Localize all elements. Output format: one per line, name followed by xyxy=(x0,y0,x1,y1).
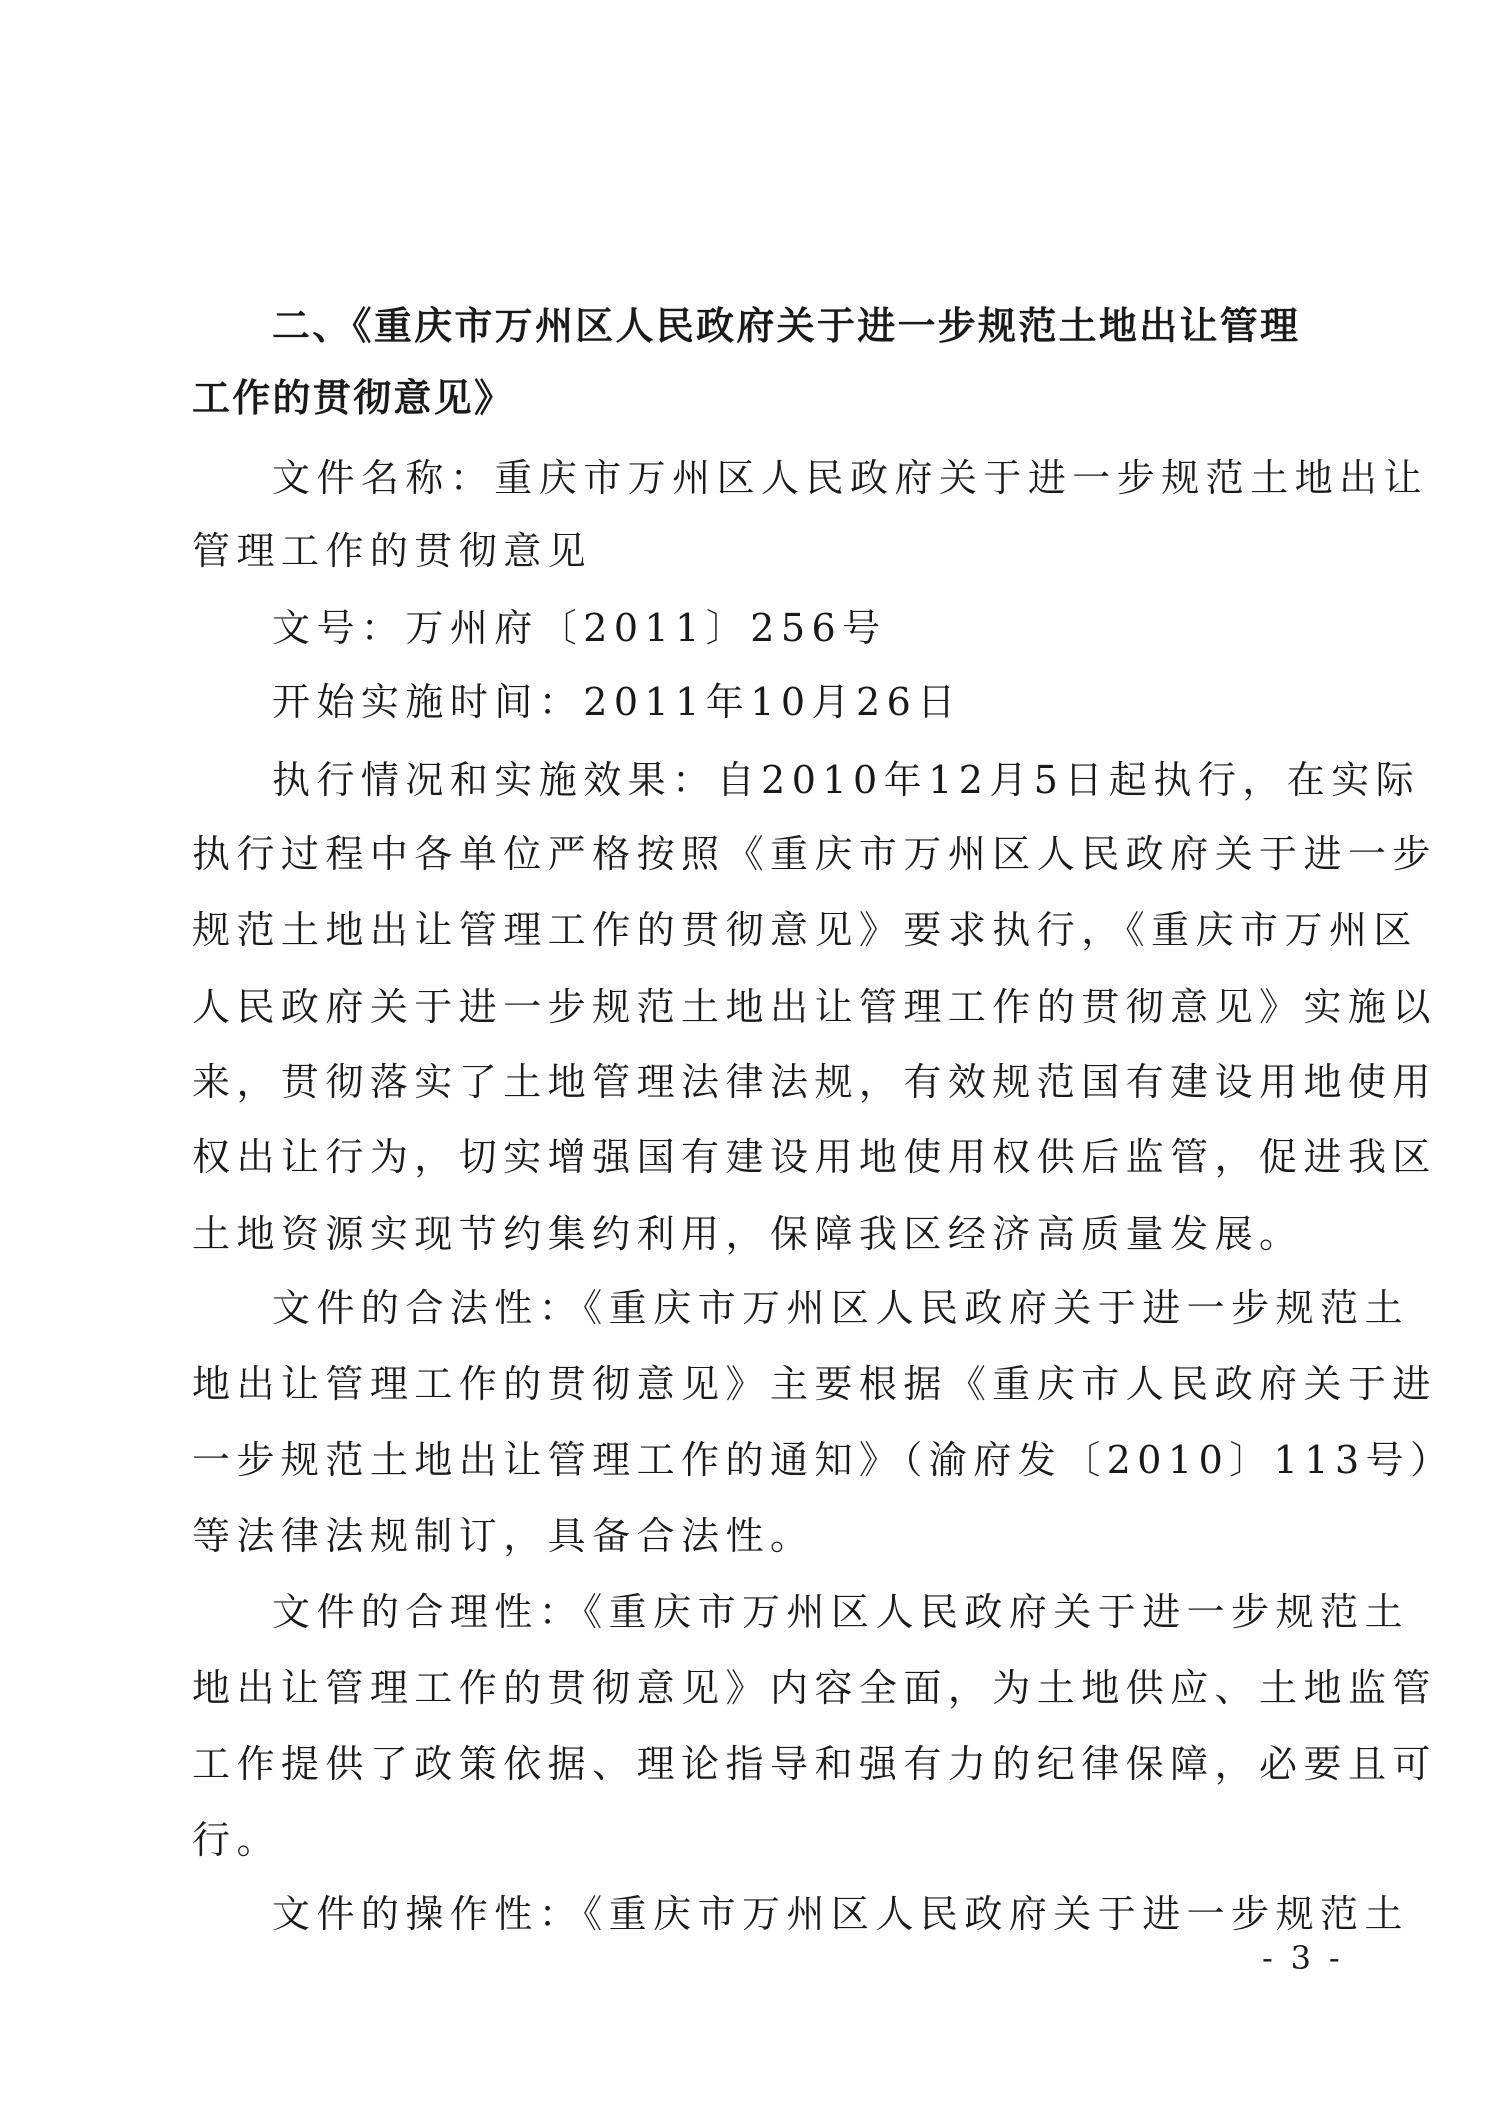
execution-line-4: 人民政府关于进一步规范土地出让管理工作的贯彻意见》实施以 xyxy=(192,985,1437,1029)
rationality-line-1: 文件的合理性：《重庆市万州区人民政府关于进一步规范土 xyxy=(272,1590,1409,1634)
legality-line-4: 等法律法规制订，具备合法性。 xyxy=(192,1514,815,1558)
file-name-line-1: 文件名称：重庆市万州区人民政府关于进一步规范土地出让 xyxy=(272,456,1428,500)
section-title-line-1: 二、《重庆市万州区人民政府关于进一步规范土地出让管理 xyxy=(272,304,1301,348)
legality-line-3: 一步规范土地出让管理工作的通知》（渝府发〔2010〕113号） xyxy=(192,1438,1455,1482)
execution-line-6: 权出让行为，切实增强国有建设用地使用权供后监管，促进我区 xyxy=(192,1135,1437,1179)
rationality-line-4: 行。 xyxy=(192,1818,281,1862)
legality-line-2: 地出让管理工作的贯彻意见》主要根据《重庆市人民政府关于进 xyxy=(192,1362,1437,1406)
effective-date-line: 开始实施时间：2011年10月26日 xyxy=(272,680,962,724)
rationality-line-2: 地出让管理工作的贯彻意见》内容全面，为土地供应、土地监管 xyxy=(192,1666,1437,1710)
operability-line-1: 文件的操作性：《重庆市万州区人民政府关于进一步规范土 xyxy=(272,1892,1409,1936)
execution-line-1: 执行情况和实施效果：自2010年12月5日起执行，在实际 xyxy=(272,758,1421,802)
execution-line-2: 执行过程中各单位严格按照《重庆市万州区人民政府关于进一步 xyxy=(192,832,1437,876)
execution-line-5: 来，贯彻落实了土地管理法律法规，有效规范国有建设用地使用 xyxy=(192,1060,1437,1104)
section-title-line-2: 工作的贯彻意见》 xyxy=(192,376,515,420)
file-name-line-2: 管理工作的贯彻意见 xyxy=(192,529,593,573)
page-number: - 3 - xyxy=(1262,1939,1344,1977)
execution-line-3: 规范土地出让管理工作的贯彻意见》要求执行，《重庆市万州区 xyxy=(192,908,1418,952)
legality-line-1: 文件的合法性：《重庆市万州区人民政府关于进一步规范土 xyxy=(272,1286,1409,1330)
document-number-line: 文号：万州府〔2011〕256号 xyxy=(272,606,887,650)
rationality-line-3: 工作提供了政策依据、理论指导和强有力的纪律保障，必要且可 xyxy=(192,1742,1437,1786)
execution-line-7: 土地资源实现节约集约利用，保障我区经济高质量发展。 xyxy=(192,1212,1304,1256)
